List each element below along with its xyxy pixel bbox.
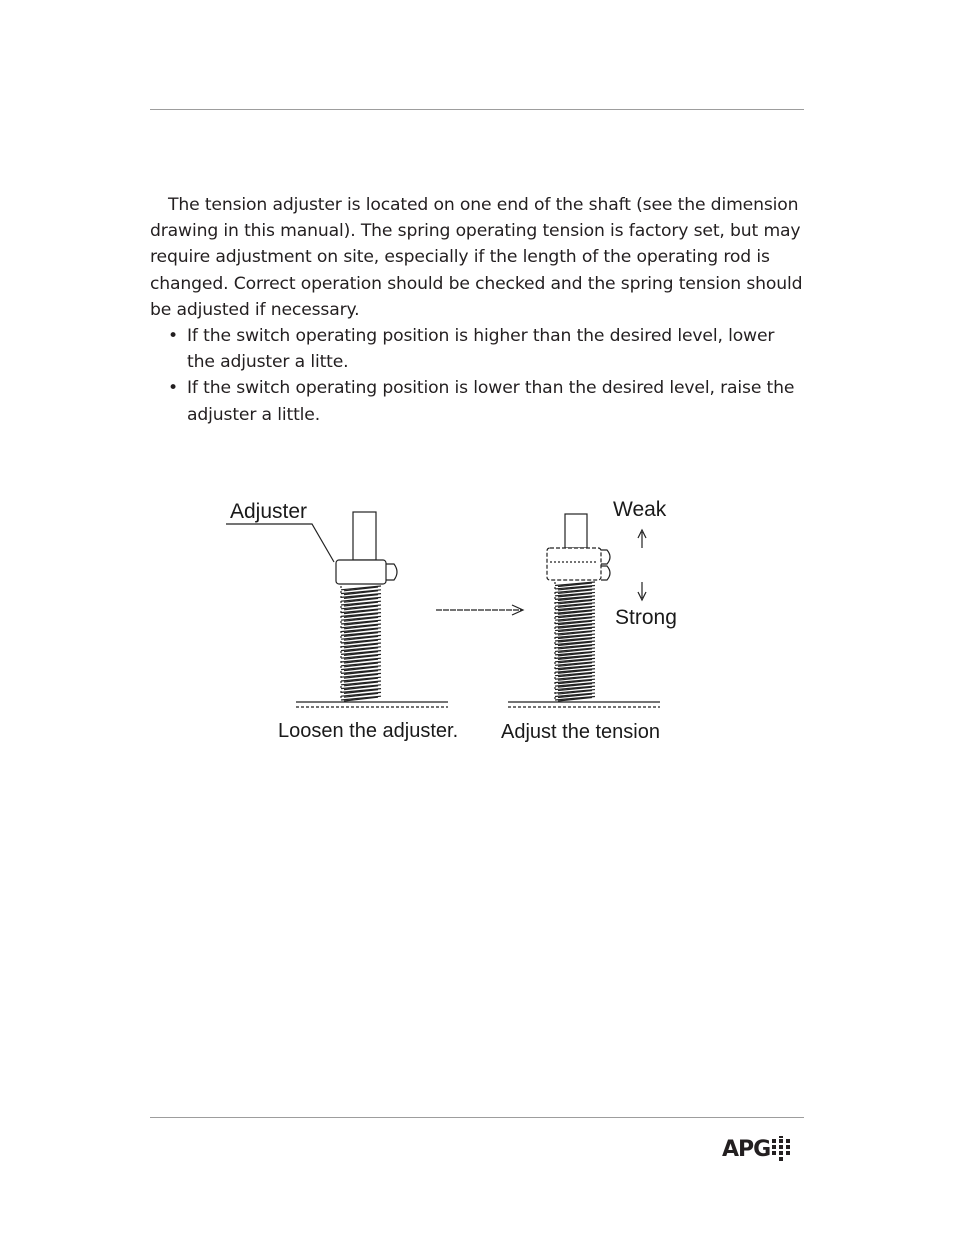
left-spring <box>341 586 381 701</box>
right-shaft <box>565 514 587 548</box>
left-shaft-assembly <box>296 512 448 707</box>
tension-diagram <box>220 488 700 750</box>
adjuster-label: Adjuster <box>230 500 308 523</box>
dot-grid-icon <box>770 1136 792 1162</box>
apg-logo <box>722 1134 792 1164</box>
weak-label: Weak <box>613 498 667 521</box>
left-adjuster-nut <box>336 560 386 584</box>
right-caption: Adjust the tension <box>501 721 660 743</box>
logo-text: APG <box>722 1136 771 1162</box>
intro-paragraph: The tension adjuster is located on one end of the shaft (see the dimension drawing in this manual). The spring operating tension is factory set, but may require adjustment on site, especially if the length of the operating rod is changed. Correct operation should be checked and the spring tension should be adjusted if necessary. <box>150 195 803 320</box>
right-set-screw <box>601 550 610 580</box>
transition-arrow <box>436 605 523 615</box>
bullet-text: If the switch operating position is higher than the desired level, lower the adjuster a litte. <box>187 326 775 373</box>
strong-label: Strong <box>615 606 677 629</box>
bullet-text: If the switch operating position is lower than the desired level, raise the adjuster a little. <box>187 378 795 425</box>
tension-adjustment-figure <box>220 488 700 750</box>
left-shaft <box>353 512 376 560</box>
right-spring <box>555 582 595 701</box>
left-caption: Loosen the adjuster. <box>278 720 459 742</box>
left-set-screw <box>386 564 397 580</box>
bullet-item-raise <box>150 375 804 427</box>
weak-arrow <box>638 530 646 548</box>
bullet-marker: • <box>168 378 178 399</box>
right-adjuster-nut <box>547 548 601 580</box>
strong-arrow <box>638 582 646 600</box>
bullet-marker: • <box>168 326 178 347</box>
adjuster-leader-line <box>226 524 334 562</box>
bullet-item-lower <box>150 323 804 375</box>
header-rule <box>150 109 804 110</box>
bullet-list <box>150 323 804 428</box>
instruction-text <box>150 192 804 428</box>
footer-rule <box>150 1117 804 1118</box>
